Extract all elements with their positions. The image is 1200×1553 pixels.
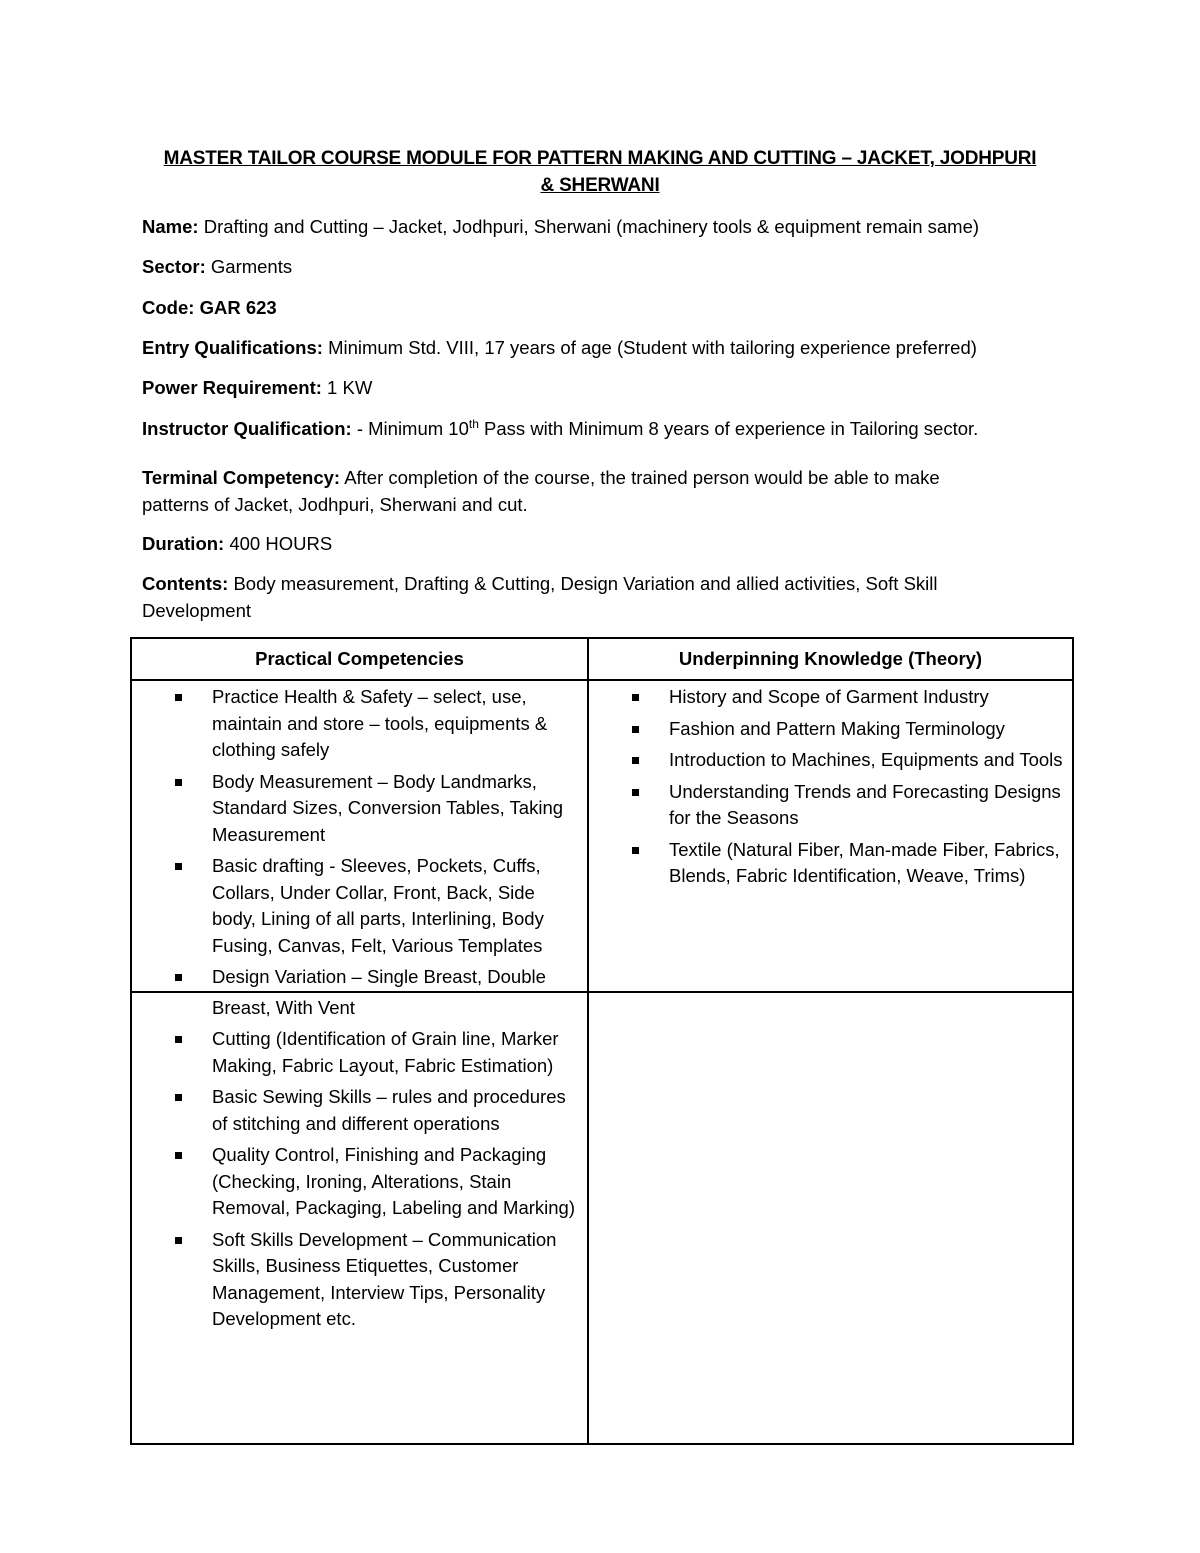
bullet-icon [175, 1152, 182, 1159]
theory-cell-1 [588, 680, 1073, 992]
bullet-icon [175, 863, 182, 870]
contents-field [142, 570, 1062, 624]
power-label: Power Requirement: [142, 377, 322, 398]
bullet-icon [632, 726, 639, 733]
title-line-1: MASTER TAILOR COURSE MODULE FOR PATTERN MAKING AND CUTTING – JACKET, JODHPURI [163, 148, 1037, 169]
list-item: Textile (Natural Fiber, Man-made Fiber, Fabrics, Blends, Fabric Identification, Weave, Trims) [589, 837, 1072, 890]
theory-list [589, 684, 1072, 890]
bullet-icon [632, 789, 639, 796]
practical-list-2 [132, 1026, 587, 1333]
bullet-icon [632, 847, 639, 854]
practical-header: Practical Competencies [131, 638, 588, 680]
list-item: Introduction to Machines, Equipments and Tools [589, 747, 1072, 774]
list-item: Basic drafting - Sleeves, Pockets, Cuffs, Collars, Under Collar, Front, Back, Side body, Lining of all parts, Interlining, Body Fusing, Canvas, Felt, Various Templates [132, 853, 587, 959]
list-item: Quality Control, Finishing and Packaging (Checking, Ironing, Alterations, Stain Removal, Packaging, Labeling and Marking) [132, 1142, 587, 1222]
name-value: Drafting and Cutting – Jacket, Jodhpuri, Sherwani (machinery tools & equipment remain same) [203, 216, 980, 237]
contents-value-line-1: Body measurement, Drafting & Cutting, Design Variation and allied activities, Soft Skill [233, 573, 938, 594]
entry-qualifications-field [142, 334, 1062, 361]
title-line-2: & SHERWANI [540, 175, 660, 196]
bullet-icon [175, 779, 182, 786]
table-header-row [131, 638, 1073, 680]
list-item: Fashion and Pattern Making Terminology [589, 716, 1072, 743]
entry-value: Minimum Std. VIII, 17 years of age (Student with tailoring experience preferred) [328, 337, 977, 358]
list-item: Body Measurement – Body Landmarks, Standard Sizes, Conversion Tables, Taking Measurement [132, 769, 587, 849]
terminal-competency-field [142, 464, 1062, 518]
list-item: Practice Health & Safety – select, use, maintain and store – tools, equipments & clothing safely [132, 684, 587, 764]
terminal-value-line-1: After completion of the course, the trained person would be able to make [344, 467, 940, 488]
bullet-icon [632, 757, 639, 764]
practical-cell-2 [131, 992, 588, 1444]
entry-label: Entry Qualifications: [142, 337, 323, 358]
list-item: History and Scope of Garment Industry [589, 684, 1072, 711]
terminal-label: Terminal Competency: [142, 467, 341, 488]
contents-label: Contents: [142, 573, 229, 594]
terminal-value-line-2: patterns of Jacket, Jodhpuri, Sherwani and cut. [142, 494, 528, 515]
code-value: GAR 623 [199, 297, 277, 318]
instructor-superscript: th [468, 416, 479, 431]
code-field [142, 294, 1062, 321]
name-field [142, 213, 1062, 240]
duration-label: Duration: [142, 533, 225, 554]
sector-label: Sector: [142, 256, 206, 277]
theory-header: Underpinning Knowledge (Theory) [588, 638, 1073, 680]
theory-cell-2 [588, 992, 1073, 1444]
bullet-icon [175, 1094, 182, 1101]
instructor-value-b: Pass with Minimum 8 years of experience in Tailoring sector. [484, 418, 979, 439]
contents-value-line-2: Development [142, 600, 252, 621]
bullet-icon [175, 1036, 182, 1043]
sector-field [142, 253, 1062, 280]
duration-value: 400 HOURS [229, 533, 333, 554]
list-item: Basic Sewing Skills – rules and procedures of stitching and different operations [132, 1084, 587, 1137]
instructor-value-a: - Minimum 10 [356, 418, 469, 439]
list-item: Cutting (Identification of Grain line, Marker Making, Fabric Layout, Fabric Estimation) [132, 1026, 587, 1079]
bullet-icon [175, 974, 182, 981]
list-item: Design Variation – Single Breast, Double [132, 964, 587, 991]
power-requirement-field [142, 374, 1062, 401]
instructor-label: Instructor Qualification: [142, 418, 352, 439]
bullet-icon [632, 694, 639, 701]
continued-item-text: Breast, With Vent [212, 996, 355, 1018]
practical-list-1 [132, 684, 587, 991]
bullet-icon [175, 1237, 182, 1244]
duration-field [142, 530, 1062, 557]
practical-cell-1 [131, 680, 588, 992]
list-item: Understanding Trends and Forecasting Designs for the Seasons [589, 779, 1072, 832]
code-label: Code: [142, 297, 195, 318]
list-item: Soft Skills Development – Communication Skills, Business Etiquettes, Customer Management, Interview Tips, Personality Development etc. [132, 1227, 587, 1333]
sector-value: Garments [210, 256, 293, 277]
name-label: Name: [142, 216, 199, 237]
bullet-icon [175, 694, 182, 701]
document-title [128, 145, 1072, 199]
table-row [131, 680, 1073, 992]
power-value: 1 KW [327, 377, 373, 398]
competency-table [130, 637, 1074, 1445]
table-row [131, 992, 1073, 1444]
instructor-qualification-field [142, 415, 1062, 442]
